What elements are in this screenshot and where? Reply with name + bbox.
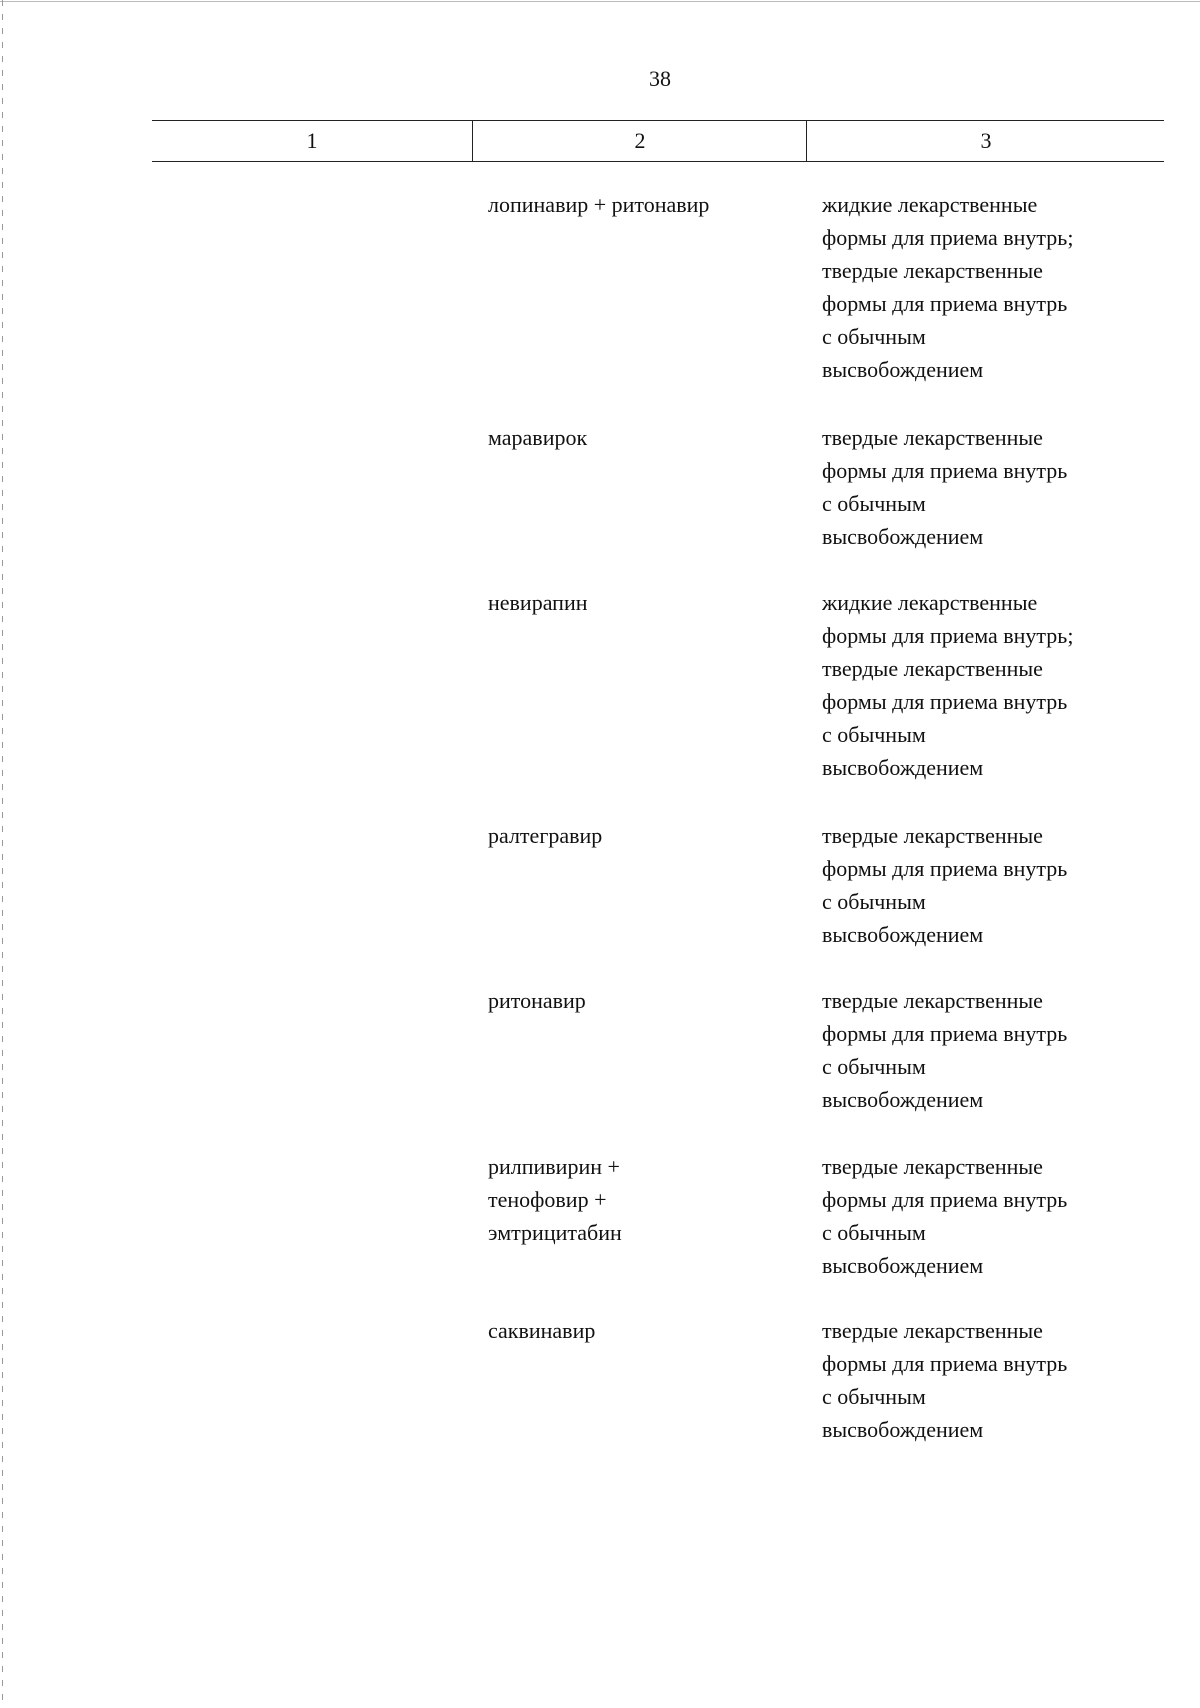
drug-name: невирапин xyxy=(488,590,588,615)
drug-name: лопинавир + ритонавир xyxy=(488,192,710,217)
scan-top-edge xyxy=(0,1,1200,2)
scan-left-edge xyxy=(2,0,3,1708)
dosage-form: жидкие лекарственные формы для приема внутрь; твердые лекарственные формы для приема внутрь с обычным высвобождением xyxy=(822,590,1074,780)
dosage-form: твердые лекарственные формы для приема внутрь с обычным высвобождением xyxy=(822,988,1068,1112)
column-header-1: 1 xyxy=(306,128,318,153)
dosage-form: твердые лекарственные формы для приема внутрь с обычным высвобождением xyxy=(822,1154,1068,1278)
drug-name: ритонавир xyxy=(488,988,586,1013)
dosage-form: твердые лекарственные формы для приема внутрь с обычным высвобождением xyxy=(822,1318,1068,1442)
column-header-2: 2 xyxy=(472,121,807,161)
dosage-form: жидкие лекарственные формы для приема внутрь; твердые лекарственные формы для приема внутрь с обычным высвобождением xyxy=(822,192,1074,382)
column-header-3: 3 xyxy=(806,121,1165,161)
drug-name: рилпивирин + тенофовир + эмтрицитабин xyxy=(488,1154,622,1245)
table-header xyxy=(152,120,1164,162)
dosage-form: твердые лекарственные формы для приема внутрь с обычным высвобождением xyxy=(822,425,1068,549)
drug-name: маравирок xyxy=(488,425,588,450)
page-number: 38 xyxy=(649,66,671,91)
drug-name: ралтегравир xyxy=(488,823,603,848)
drug-name: саквинавир xyxy=(488,1318,596,1343)
dosage-form: твердые лекарственные формы для приема внутрь с обычным высвобождением xyxy=(822,823,1068,947)
